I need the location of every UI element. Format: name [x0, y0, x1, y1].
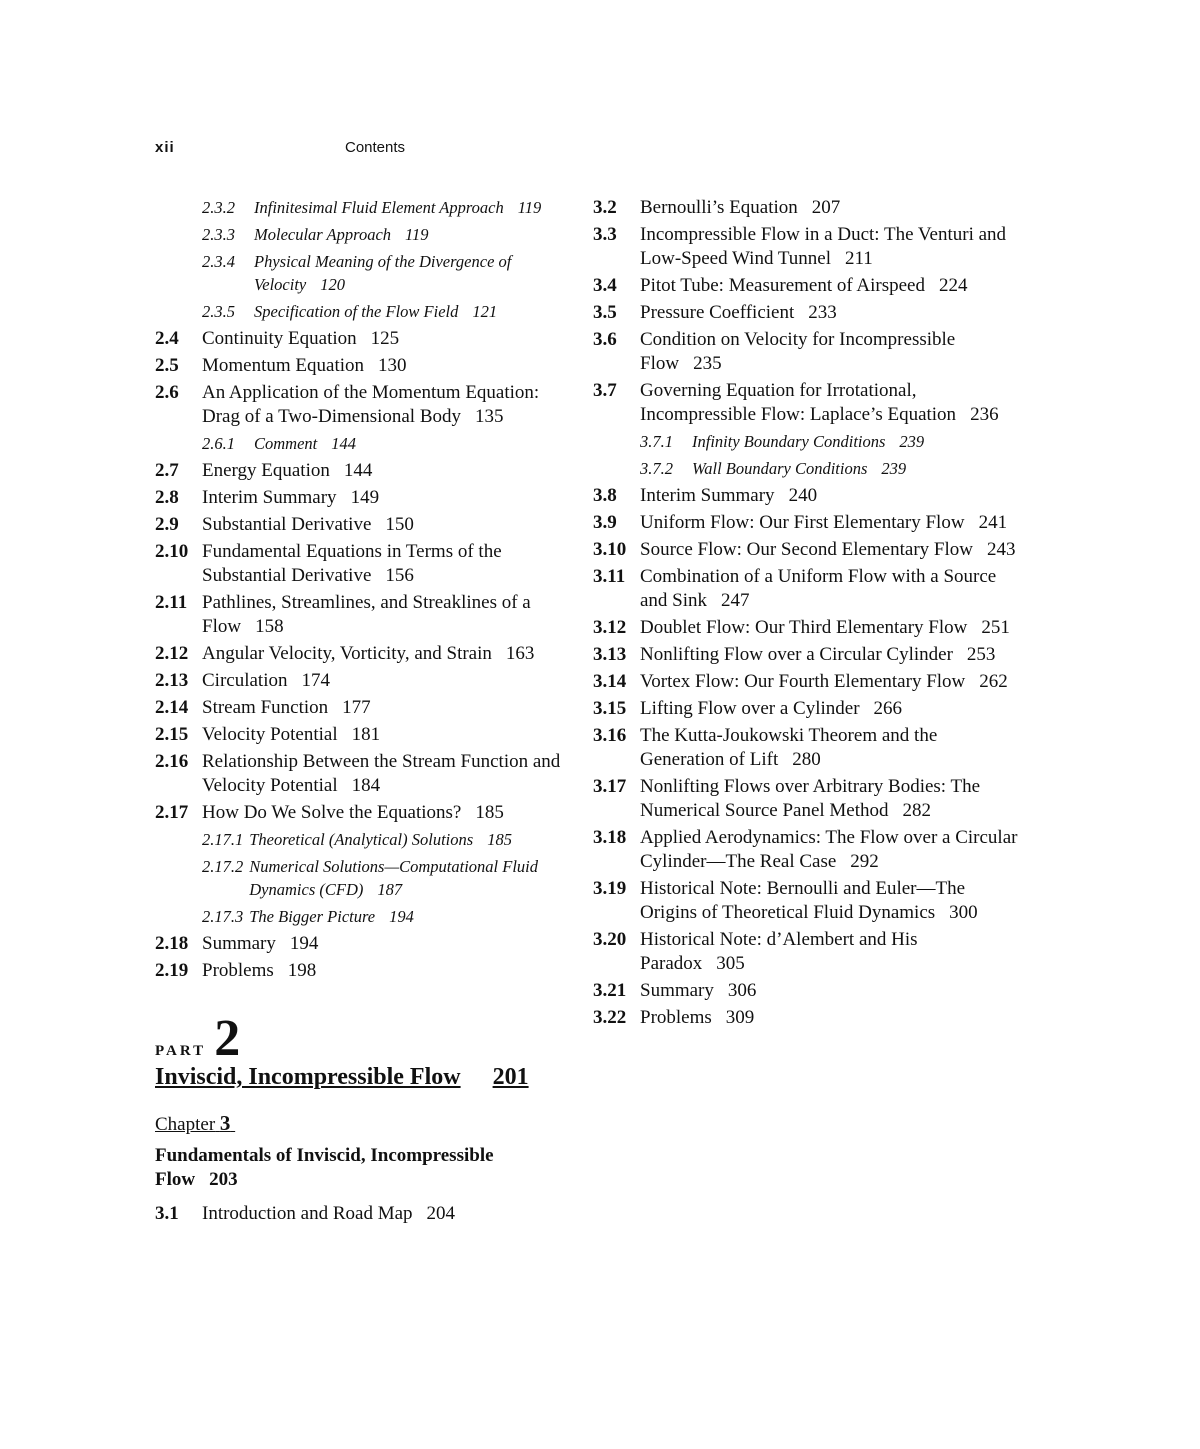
toc-entry-number: 2.8	[155, 487, 179, 508]
page-number: xii	[155, 139, 175, 156]
toc-entry-page: 236	[970, 404, 999, 425]
toc-entry-page: 233	[808, 302, 837, 323]
toc-entry-number: 2.19	[155, 960, 189, 981]
chapter-page: 203	[209, 1169, 238, 1190]
toc-entry-page: 163	[505, 643, 535, 664]
toc-entry-page: 158	[255, 616, 284, 637]
toc-entry-number: 2.12	[155, 643, 189, 664]
toc-entry-page: 235	[693, 353, 722, 374]
toc-entry-title: Problems	[640, 1007, 712, 1028]
toc-entry-page: 224	[938, 275, 968, 296]
toc-entry-number: 2.4	[155, 328, 179, 349]
toc-entry-page: 156	[385, 565, 414, 586]
toc-entry[interactable]	[155, 642, 575, 666]
toc-entry-number: 3.8	[593, 485, 617, 506]
left-toc-list	[155, 196, 575, 983]
toc-entry[interactable]	[593, 274, 1023, 298]
toc-entry-page: 305	[716, 953, 745, 974]
toc-entry[interactable]	[593, 223, 1023, 271]
toc-entry-title: Interim Summary	[640, 485, 775, 506]
chapter-title[interactable]	[155, 1144, 575, 1192]
toc-entry-page: 292	[850, 851, 879, 872]
left-column	[155, 196, 575, 1229]
toc-entry-page: 187	[377, 880, 403, 899]
toc-entry[interactable]	[593, 301, 1023, 325]
part-title-text: Inviscid, Incompressible Flow	[155, 1064, 461, 1090]
toc-entry-title: Molecular Approach	[254, 225, 392, 244]
toc-entry[interactable]	[155, 1202, 575, 1226]
toc-entry-number: 3.7.1	[640, 432, 673, 451]
toc-entry-number: 2.3.3	[202, 225, 235, 244]
toc-entry-number: 2.6	[155, 382, 179, 403]
toc-entry-page: 120	[320, 275, 345, 294]
right-column	[593, 196, 1023, 1033]
chapter-word: Chapter	[155, 1114, 216, 1135]
toc-entry-title: Stream Function	[202, 697, 329, 718]
toc-entry-title: Velocity Potential	[202, 724, 338, 745]
toc-entry-page: 130	[378, 355, 407, 376]
toc-entry[interactable]	[155, 513, 575, 537]
toc-entry[interactable]	[155, 723, 575, 747]
toc-entry-number: 3.10	[593, 539, 627, 560]
toc-entry[interactable]	[155, 540, 575, 588]
toc-entry-page: 119	[517, 198, 542, 217]
toc-entry-page: 125	[370, 328, 400, 349]
toc-entry[interactable]	[593, 826, 1023, 874]
toc-subentry[interactable]	[155, 196, 575, 219]
toc-entry-title: Bernoulli’s Equation	[640, 197, 798, 218]
toc-entry-number: 3.13	[593, 644, 627, 665]
toc-entry-page: 306	[727, 980, 757, 1001]
toc-entry-title: Fundamental Equations in Terms of the Substantial Derivative	[202, 541, 502, 586]
toc-entry-title: Nonlifting Flows over Arbitrary Bodies: The Numerical Source Panel Method	[640, 776, 981, 821]
toc-entry-page: 262	[979, 671, 1008, 692]
running-header	[155, 139, 406, 156]
toc-entry-number: 2.15	[155, 724, 189, 745]
toc-entry-page: 309	[725, 1007, 755, 1028]
toc-entry-title: Problems	[202, 960, 274, 981]
toc-subentry[interactable]	[155, 250, 575, 296]
right-toc-list	[593, 196, 1023, 1030]
toc-entry-number: 3.2	[593, 197, 617, 218]
toc-entry[interactable]	[593, 724, 1023, 772]
toc-entry-title: Pressure Coefficient	[640, 302, 795, 323]
toc-entry-page: 177	[342, 697, 371, 718]
toc-entry-title: Continuity Equation	[202, 328, 357, 349]
toc-entry-number: 3.5	[593, 302, 617, 323]
toc-entry-title: The Bigger Picture	[249, 907, 376, 926]
toc-entry-number: 2.3.5	[202, 302, 235, 321]
toc-entry-number: 3.11	[593, 566, 626, 587]
toc-entry[interactable]	[155, 354, 575, 378]
toc-entry-page: 185	[487, 830, 512, 849]
toc-entry-title: Doublet Flow: Our Third Elementary Flow	[640, 617, 968, 638]
toc-entry[interactable]	[155, 696, 575, 720]
toc-entry-number: 2.14	[155, 697, 189, 718]
toc-entry-title: Summary	[640, 980, 714, 1001]
toc-entry-number: 2.7	[155, 460, 179, 481]
toc-subentry[interactable]	[155, 432, 575, 455]
toc-entry-number: 3.18	[593, 827, 627, 848]
toc-entry[interactable]	[593, 565, 1023, 613]
toc-entry-title: Wall Boundary Conditions	[692, 459, 868, 478]
toc-entry-page: 135	[475, 406, 504, 427]
toc-entry-title: Theoretical (Analytical) Solutions	[249, 830, 474, 849]
toc-entry-title: Historical Note: d’Alembert and His Paradox	[640, 929, 918, 974]
toc-entry-number: 2.17	[155, 802, 189, 823]
toc-entry-title: Lifting Flow over a Cylinder	[640, 698, 860, 719]
toc-entry-page: 239	[881, 459, 907, 478]
toc-subentry[interactable]	[593, 457, 1023, 480]
toc-entry[interactable]	[155, 459, 575, 483]
header-title: Contents	[345, 139, 406, 156]
toc-entry-title: Condition on Velocity for Incompressible Flow	[640, 329, 956, 374]
toc-entry-number: 2.16	[155, 751, 189, 772]
toc-entry-page: 239	[899, 432, 925, 451]
toc-entry-title: An Application of the Momentum Equation: Drag of a Two-Dimensional Body	[202, 382, 540, 427]
toc-entry-number: 3.21	[593, 980, 627, 1001]
toc-entry[interactable]	[155, 327, 575, 351]
toc-entry-title: Specification of the Flow Field	[254, 302, 459, 321]
toc-entry-number: 2.17.3	[202, 907, 244, 926]
toc-entry-page: 243	[986, 539, 1016, 560]
toc-entry-title: Relationship Between the Stream Function and Velocity Potential	[202, 751, 561, 796]
toc-entry-page: 198	[287, 960, 317, 981]
toc-entry-page: 119	[405, 225, 429, 244]
toc-entry-number: 3.20	[593, 929, 627, 950]
toc-entry-number: 2.6.1	[202, 434, 235, 453]
chapter-title-text: Fundamentals of Inviscid, Incompressible Flow	[155, 1145, 494, 1190]
toc-entry-title: Infinity Boundary Conditions	[692, 432, 886, 451]
toc-entry-title: Historical Note: Bernoulli and Euler—The Origins of Theoretical Fluid Dynamics	[640, 878, 966, 923]
toc-entry-page: 174	[301, 670, 330, 691]
toc-entry-title: Interim Summary	[202, 487, 337, 508]
toc-entry[interactable]	[593, 511, 1023, 535]
toc-entry-title: Nonlifting Flow over a Circular Cylinder	[640, 644, 953, 665]
toc-entry-number: 3.7.2	[640, 459, 673, 478]
toc-entry[interactable]	[593, 643, 1023, 667]
toc-subentry[interactable]	[155, 223, 575, 246]
toc-entry-page: 185	[475, 802, 504, 823]
toc-entry[interactable]	[593, 328, 1023, 376]
toc-entry-number: 3.22	[593, 1007, 627, 1028]
toc-entry-title: Circulation	[202, 670, 288, 691]
toc-entry[interactable]	[593, 670, 1023, 694]
toc-entry-page: 150	[385, 514, 414, 535]
toc-entry-page: 282	[902, 800, 932, 821]
toc-entry-page: 253	[966, 644, 996, 665]
toc-entry-number: 2.3.4	[202, 252, 235, 271]
toc-entry-number: 3.12	[593, 617, 627, 638]
toc-entry-title: Pathlines, Streamlines, and Streaklines of a Flow	[202, 592, 531, 637]
toc-entry-title: Physical Meaning of the Divergence of Velocity	[254, 252, 512, 294]
toc-entry-title: Comment	[254, 434, 318, 453]
toc-entry-title: Introduction and Road Map	[202, 1203, 413, 1224]
toc-entry-page: 300	[949, 902, 978, 923]
toc-entry-number: 2.3.2	[202, 198, 235, 217]
toc-entry-number: 3.3	[593, 224, 617, 245]
toc-entry-title: How Do We Solve the Equations?	[202, 802, 462, 823]
chapter-number: 3	[219, 1111, 231, 1135]
toc-entry-title: Substantial Derivative	[202, 514, 372, 535]
toc-entry-page: 194	[289, 933, 319, 954]
toc-entry-title: Summary	[202, 933, 276, 954]
toc-entry[interactable]	[593, 196, 1023, 220]
toc-entry[interactable]	[593, 877, 1023, 925]
toc-entry-number: 3.15	[593, 698, 627, 719]
toc-entry-number: 3.4	[593, 275, 617, 296]
toc-subentry[interactable]	[593, 430, 1023, 453]
toc-entry-title: Energy Equation	[202, 460, 330, 481]
toc-subentry[interactable]	[155, 828, 575, 851]
toc-entry[interactable]	[155, 959, 575, 983]
toc-entry-title: Vortex Flow: Our Fourth Elementary Flow	[640, 671, 966, 692]
toc-entry-number: 3.9	[593, 512, 617, 533]
toc-entry[interactable]	[593, 538, 1023, 562]
toc-entry[interactable]	[593, 775, 1023, 823]
toc-entry-number: 3.17	[593, 776, 627, 797]
toc-entry-title: The Kutta-Joukowski Theorem and the Generation of Lift	[640, 725, 938, 770]
toc-entry-page: 144	[331, 434, 356, 453]
part-number: 2	[214, 1010, 241, 1067]
toc-entry-title: Pitot Tube: Measurement of Airspeed	[640, 275, 925, 296]
toc-entry-title: Momentum Equation	[202, 355, 365, 376]
toc-entry-page: 121	[472, 302, 498, 321]
toc-entry[interactable]	[593, 616, 1023, 640]
toc-entry-number: 2.5	[155, 355, 179, 376]
toc-entry-number: 2.11	[155, 592, 188, 613]
toc-subentry[interactable]	[155, 855, 575, 901]
part-word: PART	[155, 1043, 207, 1059]
toc-subentry[interactable]	[155, 300, 575, 323]
toc-entry-title: Infinitesimal Fluid Element Approach	[254, 198, 504, 217]
toc-entry-page: 204	[426, 1203, 456, 1224]
toc-entry[interactable]	[593, 697, 1023, 721]
toc-entry-page: 149	[350, 487, 380, 508]
toc-entry-title: Governing Equation for Irrotational, Incompressible Flow: Laplace’s Equation	[640, 380, 957, 425]
toc-entry-page: 251	[981, 617, 1010, 638]
toc-entry[interactable]	[155, 381, 575, 429]
toc-entry[interactable]	[155, 932, 575, 956]
toc-entry-page: 241	[978, 512, 1008, 533]
part-heading	[155, 1010, 575, 1091]
toc-entry[interactable]	[155, 801, 575, 825]
toc-entry-page: 144	[343, 460, 373, 481]
toc-entry-page: 184	[351, 775, 381, 796]
toc-entry-number: 2.18	[155, 933, 189, 954]
toc-entry-number: 3.16	[593, 725, 627, 746]
toc-entry-number: 3.6	[593, 329, 617, 350]
toc-entry[interactable]	[593, 484, 1023, 508]
toc-subentry[interactable]	[155, 905, 575, 928]
toc-entry-title: Combination of a Uniform Flow with a Source and Sink	[640, 566, 997, 611]
toc-entry[interactable]	[155, 591, 575, 639]
toc-entry-page: 280	[792, 749, 821, 770]
chapter-label	[155, 1111, 575, 1136]
toc-entry-page: 211	[845, 248, 873, 269]
toc-entry-page: 194	[389, 907, 414, 926]
toc-entry-title: Applied Aerodynamics: The Flow over a Circular Cylinder—The Real Case	[640, 827, 1018, 872]
toc-entry-page: 181	[351, 724, 381, 745]
toc-entry[interactable]	[155, 750, 575, 798]
toc-entry-number: 3.14	[593, 671, 627, 692]
toc-entry-page: 207	[811, 197, 841, 218]
part-page: 201	[492, 1064, 529, 1090]
toc-entry[interactable]	[155, 486, 575, 510]
toc-entry-number: 2.9	[155, 514, 179, 535]
part-title[interactable]	[155, 1063, 575, 1091]
toc-entry[interactable]	[593, 928, 1023, 976]
toc-entry-number: 3.1	[155, 1203, 179, 1224]
toc-entry-number: 2.13	[155, 670, 189, 691]
toc-entry-title: Incompressible Flow in a Duct: The Venturi and Low-Speed Wind Tunnel	[640, 224, 1007, 269]
toc-entry[interactable]	[593, 979, 1023, 1003]
toc-entry-number: 2.17.2	[202, 857, 244, 876]
toc-entry-title: Angular Velocity, Vorticity, and Strain	[202, 643, 492, 664]
toc-entry-title: Uniform Flow: Our First Elementary Flow	[640, 512, 965, 533]
toc-entry-page: 266	[873, 698, 903, 719]
toc-entry-page: 240	[788, 485, 818, 506]
toc-entry-title: Source Flow: Our Second Elementary Flow	[640, 539, 973, 560]
toc-entry[interactable]	[593, 379, 1023, 427]
toc-entry[interactable]	[593, 1006, 1023, 1030]
toc-entry[interactable]	[155, 669, 575, 693]
toc-entry-page: 247	[721, 590, 750, 611]
toc-entry-number: 3.7	[593, 380, 617, 401]
toc-entry-number: 3.19	[593, 878, 627, 899]
toc-entry-number: 2.10	[155, 541, 189, 562]
toc-entry-number: 2.17.1	[202, 830, 244, 849]
toc-entry-title: Numerical Solutions—Computational Fluid Dynamics (CFD)	[249, 857, 539, 899]
